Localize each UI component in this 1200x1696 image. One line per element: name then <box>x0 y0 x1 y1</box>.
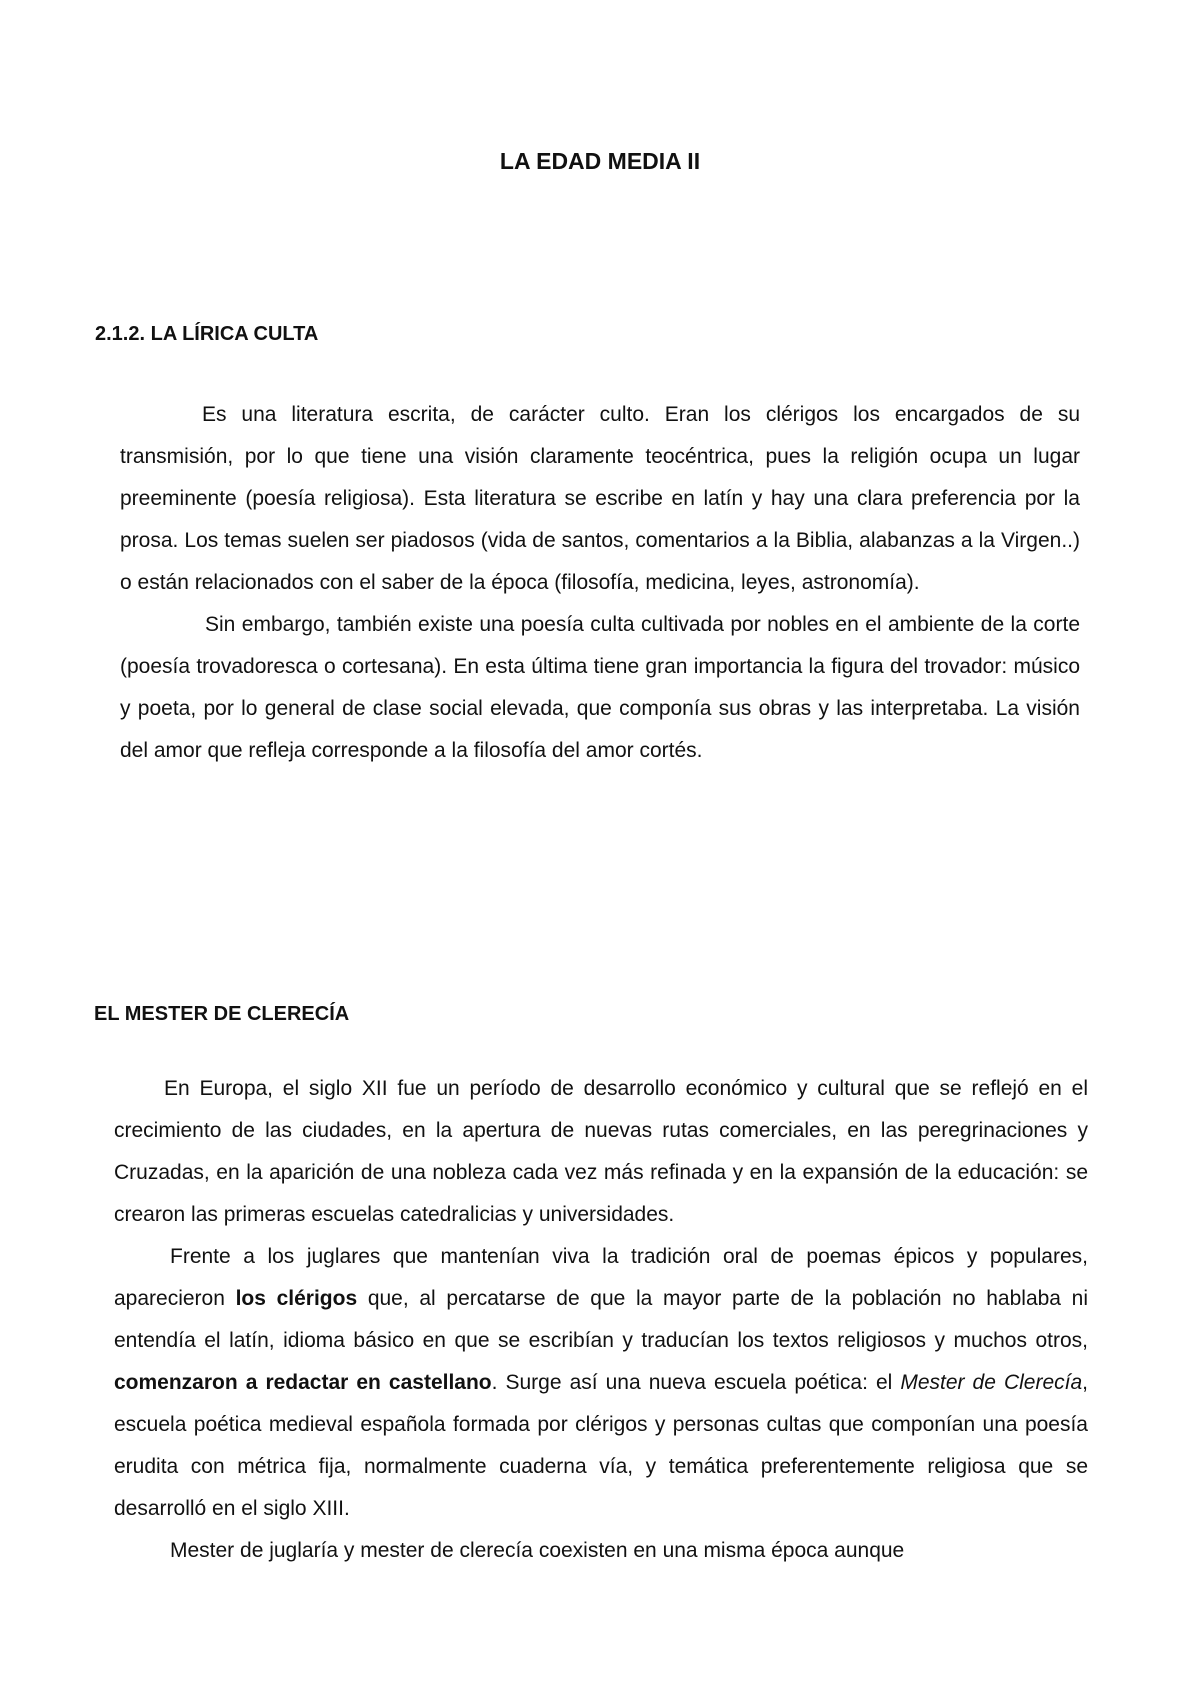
paragraph: Es una literatura escrita, de carácter culto. Eran los clérigos los encargados de su transmisión, por lo que tiene una visión claramente teocéntrica, pues la religión ocupa un lugar preeminente (poesía religiosa). Esta literatura se escribe en latín y hay una clara preferencia por la prosa. Los temas suelen ser piadosos (vida de santos, comentarios a la Biblia, alabanzas a la Virgen..) o están relacionados con el saber de la época (filosofía, medicina, leyes, astronomía). <box>120 403 1080 594</box>
bold-text: comenzaron a redactar en castellano <box>114 1371 492 1394</box>
text-run: Frente a los juglares que mantenían viva la tradición oral de poemas épicos y populares, aparecieron <box>114 1245 1088 1310</box>
paragraph <box>114 1236 1088 1530</box>
section-lirica-culta-body <box>120 394 1080 772</box>
paragraph: Mester de juglaría y mester de clerecía coexisten en una misma época aunque <box>170 1539 905 1562</box>
bold-text: los clérigos <box>235 1287 358 1310</box>
paragraph: Sin embargo, también existe una poesía culta cultivada por nobles en el ambiente de la corte (poesía trovadoresca o cortesana). En esta última tiene gran importancia la figura del trovador: músico y poeta, por lo general de clase social elevada, que componía sus obras y las interpretaba. La visión del amor que refleja corresponde a la filosofía del amor cortés. <box>120 613 1080 762</box>
section-mester-body <box>114 1068 1088 1572</box>
text-run: , escuela poética medieval española formada por clérigos y personas cultas que componían una poesía erudita con métrica fija, normalmente cuaderna vía, y temática preferentemente religiosa que se desarrolló en el siglo XIII. <box>114 1371 1088 1520</box>
section-heading-lirica-culta: 2.1.2. LA LÍRICA CULTA <box>95 323 319 345</box>
text-run: . Surge así una nueva escuela poética: el <box>491 1371 901 1394</box>
paragraph: En Europa, el siglo XII fue un período de desarrollo económico y cultural que se reflejó en el crecimiento de las ciudades, en la apertura de nuevas rutas comerciales, en las peregrinaciones y Cruzadas, en la aparición de una nobleza cada vez más refinada y en la expansión de la educación: se crearon las primeras escuelas catedralicias y universidades. <box>114 1077 1088 1226</box>
text-run: que, al percatarse de que la mayor parte de la población no hablaba ni entendía el latín, idioma básico en que se escribían y traducían los textos religiosos y muchos otros, <box>114 1287 1089 1352</box>
document-title: LA EDAD MEDIA II <box>499 148 701 174</box>
italic-text: Mester de Clerecía <box>900 1371 1083 1394</box>
section-heading-mester-de-clerecia: EL MESTER DE CLERECÍA <box>94 1003 350 1025</box>
